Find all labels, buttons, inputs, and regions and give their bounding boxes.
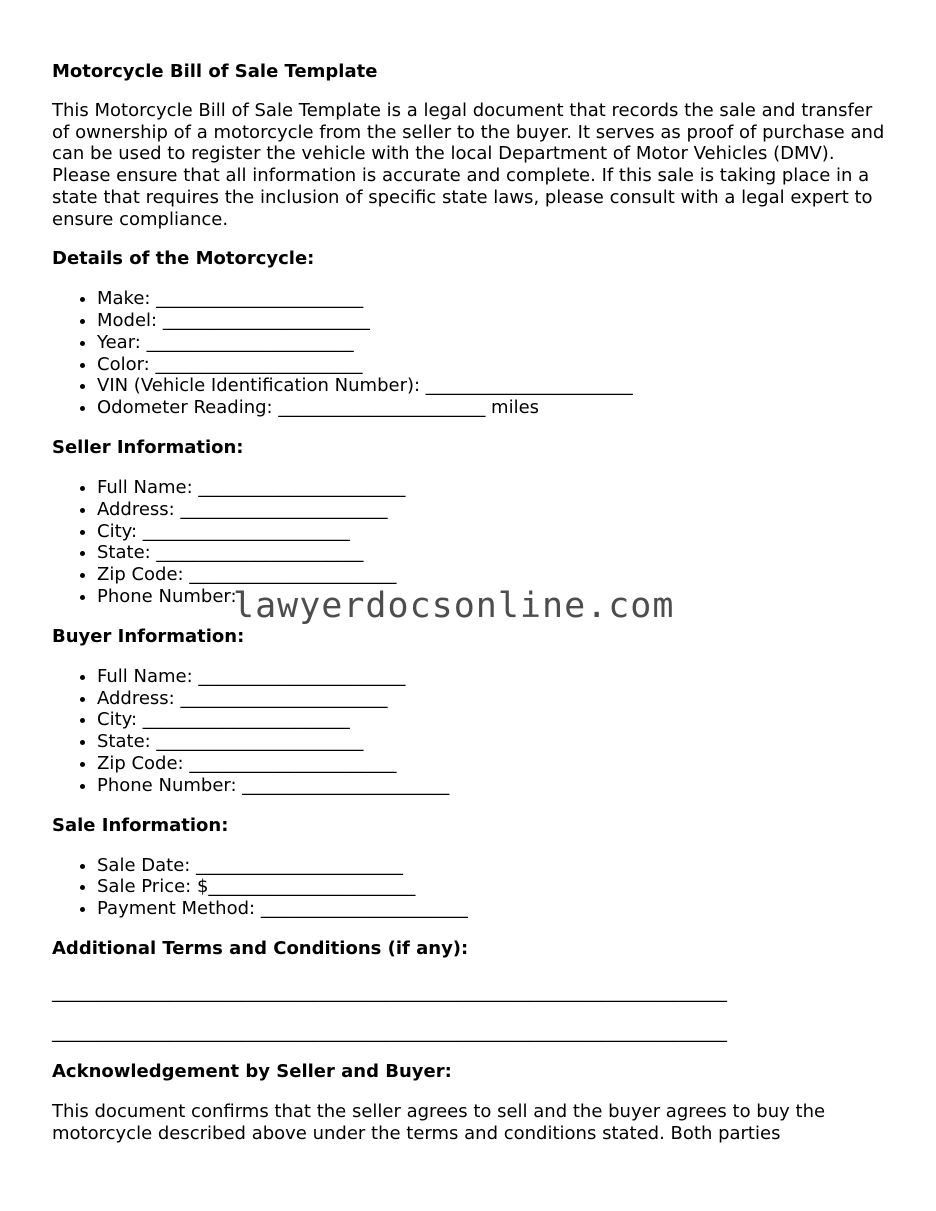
- buyer-info-list: [52, 666, 892, 797]
- seller-info-heading: Seller Information:: [52, 437, 244, 458]
- sale-info-heading: Sale Information:: [52, 814, 229, 836]
- make-field: • Make: _______________________: [97, 288, 892, 310]
- buyer-phone-field: • Phone Number: _______________________: [97, 775, 892, 797]
- seller-address-field: • Address: _______________________: [97, 499, 892, 521]
- buyer-full-name-field: • Full Name: _______________________: [97, 666, 892, 688]
- seller-city-field: • City: _______________________: [97, 521, 892, 543]
- motorcycle-details-list: [52, 288, 892, 419]
- terms-blank-line-2: ___________________________________________________________________________: [52, 1021, 727, 1043]
- buyer-state-field: • State: _______________________: [97, 731, 892, 753]
- odometer-field: • Odometer Reading: _______________________ miles: [97, 397, 892, 419]
- additional-terms-heading: Additional Terms and Conditions (if any):: [52, 937, 469, 959]
- acknowledgement-heading: Acknowledgement by Seller and Buyer:: [52, 1061, 452, 1083]
- buyer-city-field: • City: _______________________: [97, 709, 892, 731]
- intro-paragraph: This Motorcycle Bill of Sale Template is a legal document that records the sale and transfer of ownership of a motorcycle from the seller to the buyer. It serves as proof of purchase and can be used to register the vehicle with the local Department of Motor Vehicles (DMV). Please ensure that all information is accurate and complete. If this sale is taking place in a state that requires the inclusion of specific state laws, please consult with a legal expert to ensure compliance.: [52, 100, 885, 230]
- sale-price-field: • Sale Price: $_______________________: [97, 876, 892, 898]
- seller-phone-field: • Phone Number:: [97, 586, 892, 608]
- motorcycle-details-heading: Details of the Motorcycle:: [52, 248, 315, 270]
- seller-zip-field: • Zip Code: _______________________: [97, 564, 892, 586]
- buyer-address-field: • Address: _______________________: [97, 688, 892, 710]
- terms-blank-line-1: ___________________________________________________________________________: [52, 981, 727, 1003]
- seller-state-field: • State: _______________________: [97, 542, 892, 564]
- buyer-zip-field: • Zip Code: _______________________: [97, 753, 892, 775]
- sale-info-list: [52, 855, 892, 920]
- seller-full-name-field: • Full Name: _______________________: [97, 477, 892, 499]
- vin-field: • VIN (Vehicle Identification Number): _______________________: [97, 375, 892, 397]
- acknowledgement-paragraph: This document confirms that the seller agrees to sell and the buyer agrees to buy the motorcycle described above under the terms and conditions stated. Both parties: [52, 1101, 826, 1145]
- payment-method-field: • Payment Method: _______________________: [97, 898, 892, 920]
- document-title: Motorcycle Bill of Sale Template: [52, 61, 378, 82]
- model-field: • Model: _______________________: [97, 310, 892, 332]
- buyer-info-heading: Buyer Information:: [52, 625, 245, 647]
- watermark: lawyerdocsonline.com: [233, 586, 675, 626]
- year-field: • Year: _______________________: [97, 332, 892, 354]
- sale-date-field: • Sale Date: _______________________: [97, 855, 892, 877]
- color-field: • Color: _______________________: [97, 354, 892, 376]
